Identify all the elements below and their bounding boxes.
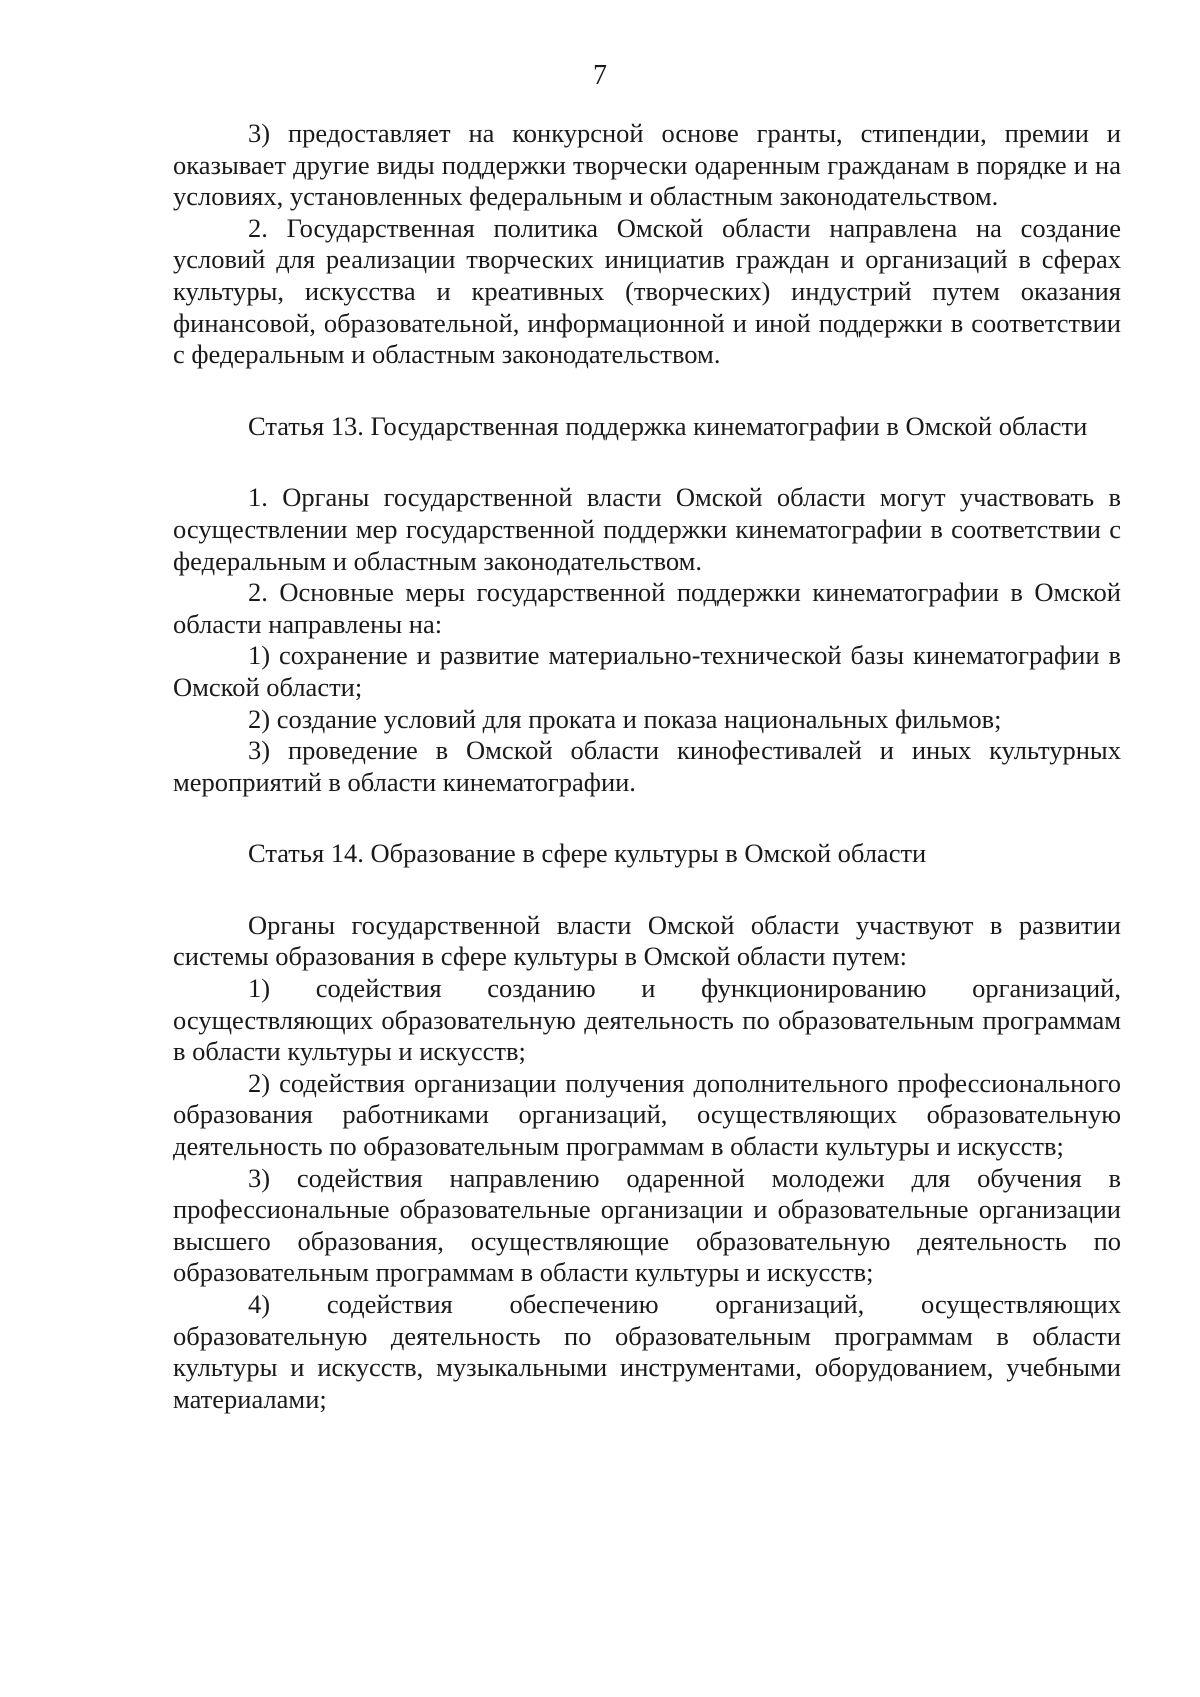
- article-13-heading: Статья 13. Государственная поддержка кинематографии в Омской области: [248, 410, 1088, 441]
- document-body: [173, 118, 1121, 1415]
- article-14-heading: Статья 14. Образование в сфере культуры в Омской области: [248, 838, 927, 869]
- page-number: 7: [593, 60, 607, 91]
- paragraph-article-13-2: 2. Основные меры государственной поддержки кинематографии в Омской области направлены на:: [173, 577, 1121, 639]
- paragraph-state-policy: 2. Государственная политика Омской области направлена на создание условий для реализации творческих инициатив граждан и организаций в сферах культуры, искусства и креативных (творческих) индустрий путем оказания финансовой, образовательной, информационной и иной поддержки в соответствии с федеральным и областным законодательством.: [173, 212, 1121, 370]
- paragraph-article-13-1: 1. Органы государственной власти Омской области могут участвовать в осуществлении мер государственной поддержки кинематографии в соответствии с федеральным и областным законодательством.: [173, 482, 1121, 576]
- list-item-14-4: 4) содействия обеспечению организаций, осуществляющих образовательную деятельность по образовательным программам в области культуры и искусств, музыкальными инструментами, оборудованием, учебными материалами;: [173, 1289, 1121, 1414]
- list-item-14-3: 3) содействия направлению одаренной молодежи для обучения в профессиональные образовательные организации и образовательные организации высшего образования, осуществляющие образовательную деятельность по образовательным программам в области культуры и искусств;: [173, 1162, 1121, 1288]
- paragraph-article-14-intro: Органы государственной власти Омской области участвуют в развитии системы образования в сфере культуры в Омской области путем:: [173, 909, 1121, 972]
- list-item-14-2: 2) содействия организации получения дополнительного профессионального образования работниками организаций, осуществляющих образовательную деятельность по образовательным программам в области культуры и искусств;: [173, 1067, 1121, 1162]
- paragraph-item-3-grants: 3) предоставляет на конкурсной основе гранты, стипендии, премии и оказывает другие виды поддержки творчески одаренным гражданам в порядке и на условиях, установленных федеральным и областным законодательством.: [173, 118, 1121, 212]
- list-item-13-2: 2) создание условий для проката и показа национальных фильмов;: [248, 703, 1002, 734]
- list-item-13-1: 1) сохранение и развитие материально-технической базы кинематографии в Омской области;: [173, 640, 1121, 702]
- list-item-14-1: 1) содействия созданию и функционированию организаций, осуществляющих образовательную деятельность по образовательным программам в области культуры и искусств;: [173, 973, 1121, 1067]
- list-item-13-3: 3) проведение в Омской области кинофестивалей и иных культурных мероприятий в области кинематографии.: [173, 735, 1121, 797]
